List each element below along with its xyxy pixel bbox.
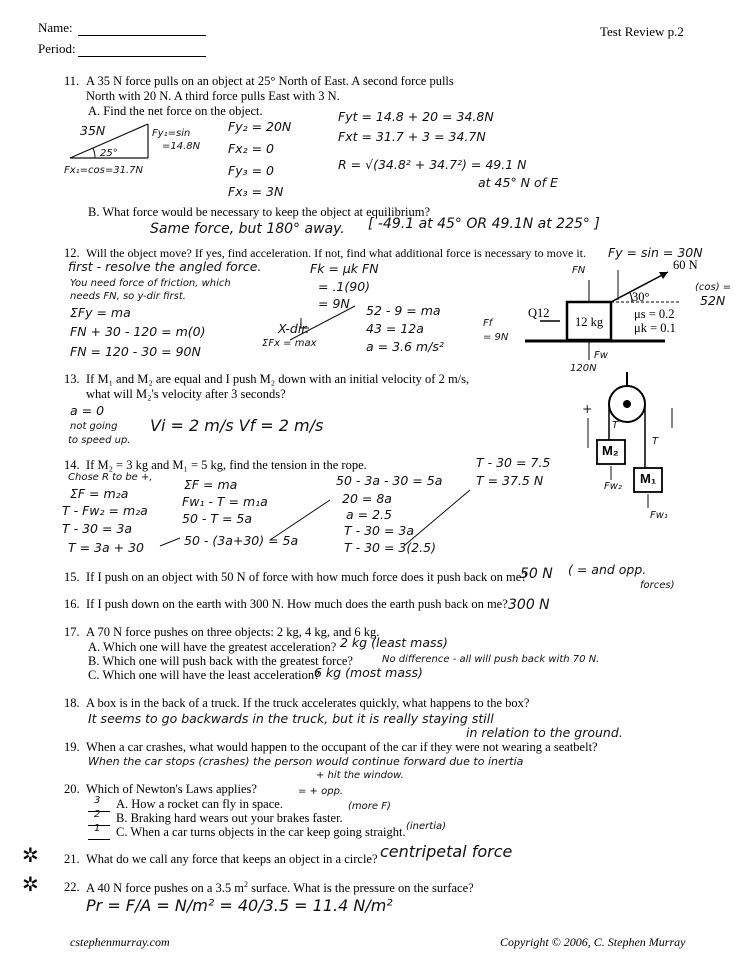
q20-hw-b-num: 2 (94, 809, 101, 820)
q12-hw-l4: ΣFy = ma (70, 305, 131, 320)
q20-b: B. Braking hard wears out your brakes faster. (116, 811, 343, 825)
q12-hw-fw-val: 120N (570, 363, 597, 374)
q22-text-sup: 2 (243, 880, 248, 889)
q13-plus-label: + (582, 401, 593, 416)
q16-number: 16. (64, 597, 80, 611)
q14-hw-f1: T - 30 = 7.5 (476, 455, 551, 470)
q12-hw-fw-lbl: Fw (594, 350, 608, 361)
q14-hw-d4: 50 - (3a+30) = 5a (184, 533, 299, 548)
q11-number: 11. (64, 74, 80, 88)
q12-hw-fcos2: 52N (700, 293, 726, 308)
q11-hw-fyt: Fyt = 14.8 + 20 = 34.8N (338, 109, 494, 124)
q14-hw-e3: a = 2.5 (346, 507, 392, 522)
q15-hw-ans: 50 N (520, 566, 553, 582)
q14-arrow-1 (160, 538, 180, 546)
q12-hw-a3: a = 3.6 m/s² (366, 339, 444, 354)
q20-hw-a-note: = + opp. (298, 786, 344, 797)
q19-text: When a car crashes, what would happen to the occupant of the car if they were not wearing a seatbelt? (86, 740, 598, 754)
q13-number: 13. (64, 372, 80, 386)
q13-m1-label: M₁ (640, 471, 657, 486)
q14-hw-e2: 20 = 8a (342, 491, 392, 506)
q17-number: 17. (64, 625, 80, 639)
q11-part-b: B. What force would be necessary to keep the object at equilibrium? (88, 205, 431, 219)
q20-hw-b-note: (more F) (348, 801, 391, 812)
q19-hw-l1: When the car stops (crashes) the person would continue forward due to inertia (88, 755, 524, 768)
q20-a: A. How a rocket can fly in space. (116, 797, 283, 811)
q12-hw-xdir: X-dir. (278, 321, 310, 336)
q12-hw-fk3: = 9N (318, 296, 350, 311)
q14-hw-e4: T - 30 = 3a (344, 523, 415, 538)
q14-hw-c1: Chose R to be +, (68, 472, 153, 483)
q11-hw-fy2: Fy₂ = 20N (228, 119, 292, 134)
q17-text: A 70 N force pushes on three objects: 2 kg, 4 kg, and 6 kg. (86, 625, 380, 639)
q13-line2: what will M₂'s velocity after 3 seconds? (86, 387, 286, 401)
q20-hw-a-num: 3 (94, 795, 101, 806)
q11-hw-fx2: Fx₂ = 0 (228, 141, 274, 156)
q14-arrow-3 (405, 490, 470, 545)
period-label: Period: (38, 41, 76, 56)
q11-part-a: A. Find the net force on the object. (88, 104, 263, 118)
q14-hw-f2: T = 37.5 N (476, 473, 544, 488)
q11-hw-r2: at 45° N of E (478, 175, 558, 190)
q11-hw-angle: 25° (100, 148, 118, 159)
q20-c: C. When a car turns objects in the car keep going straight. (116, 825, 406, 839)
q16-hw-ans: 300 N (508, 597, 550, 613)
q22-star-icon: ✲ (22, 872, 39, 896)
q20-hw-c-note: (inertia) (406, 821, 447, 832)
q12-mus-label: μs = 0.2 (634, 307, 675, 321)
q11-hw-fx3: Fx₃ = 3N (228, 184, 284, 199)
q12-hw-fcos: (cos) = (695, 282, 732, 293)
q22-text-post: surface. What is the pressure on the surface? (247, 881, 474, 896)
q18-hw-l2: in relation to the ground. (466, 725, 623, 740)
q11-hw-fx: Fx₁=cos=31.7N (64, 165, 144, 176)
q13-hw-n1: not going (70, 421, 118, 432)
q22-hw-ans: Pr = F/A = N/m² = 40/3.5 = 11.4 N/m² (86, 896, 393, 915)
q21-text: What do we call any force that keeps an object in a circle? (86, 852, 378, 866)
q12-hw-fk2: = .1(90) (318, 279, 371, 294)
q17-hw-a: 2 kg (least mass) (340, 635, 448, 650)
q12-hw-a1: 52 - 9 = ma (366, 303, 441, 318)
q12-hw-xdir2: ΣFx = max (262, 338, 317, 349)
q13-line1: If M₁ and M₂ are equal and I push M₂ down with an initial velocity of 2 m/s, (86, 372, 470, 386)
q21-star-icon: ✲ (22, 843, 39, 867)
q12-hw-ff-lbl: Ff (483, 318, 493, 329)
q13-m2-label: M₂ (602, 443, 619, 458)
footer-copyright: Copyright © 2006, C. Stephen Murray (500, 935, 686, 949)
q11-line1: A 35 N force pulls on an object at 25° North of East. A second force pulls (86, 74, 454, 88)
q16-text: If I push down on the earth with 300 N. How much does the earth push back on me? (86, 597, 508, 611)
q15-number: 15. (64, 570, 80, 584)
q12-muk-label: μk = 0.1 (634, 321, 676, 335)
q20-hw-c-num: 1 (94, 823, 101, 834)
q13-t-left: T (612, 420, 619, 431)
q14-hw-c5: T = 3a + 30 (68, 540, 144, 555)
q11-hw-b-ans2: [ -49.1 at 45° OR 49.1N at 225° ] (368, 216, 600, 232)
q11-line2: North with 20 N. A third force pulls East with 3 N. (86, 89, 340, 103)
q12-hw-l5: FN + 30 - 120 = m(0) (70, 324, 206, 339)
q12-angle-label: 30° (632, 290, 650, 304)
q22-text (86, 880, 474, 896)
q15-text: If I push on an object with 50 N of force with how much force does it push back on me? (86, 570, 527, 584)
q12-hw-a2: 43 = 12a (366, 321, 424, 336)
q11-hw-hyp: 35N (80, 123, 106, 138)
q18-number: 18. (64, 696, 80, 710)
q12-hw-l6: FN = 120 - 30 = 90N (70, 344, 201, 359)
q19-hw-l2: + hit the window. (316, 770, 404, 781)
q17-c: C. Which one will have the least acceleration? (88, 668, 320, 682)
q21-number: 21. (64, 852, 80, 866)
q12-force-label: 60 N (673, 258, 698, 272)
q14-number: 14. (64, 458, 80, 472)
q20-c-blank (88, 839, 110, 840)
q12-hw-fk1: Fk = μk FN (310, 261, 379, 276)
q12-text: Will the object move? If yes, find acceleration. If not, find what additional force is necessary to move it. (86, 246, 587, 260)
q14-hw-d3: 50 - T = 5a (182, 511, 253, 526)
q12-diagram-label: Q12 (528, 306, 550, 320)
q11-tri-arc (93, 148, 95, 158)
q12-mass-label: 12 kg (575, 315, 604, 329)
q17-a: A. Which one will have the greatest acceleration? (88, 640, 337, 654)
q11-hw-fy: Fy₁=sin (152, 128, 191, 139)
q14-text: If M₂ = 3 kg and M₁ = 5 kg, find the tension in the rope. (86, 458, 367, 472)
name-label: Name: (38, 20, 73, 35)
q11-hw-fxt: Fxt = 31.7 + 3 = 34.7N (338, 129, 486, 144)
q13-hw-n2: to speed up. (68, 435, 131, 446)
q20-text: Which of Newton's Laws applies? (86, 782, 257, 796)
q13-hw-vi: Vi = 2 m/s Vf = 2 m/s (150, 416, 324, 435)
q13-pulley-axle (623, 400, 631, 408)
q13-fw2-label: Fw₂ (604, 481, 622, 492)
q11-hw-fy-val: =14.8N (162, 141, 201, 152)
q14-hw-e5: T - 30 = 3(2.5) (344, 540, 437, 555)
q13-t-right: T (652, 436, 659, 447)
q14-hw-d1: ΣF = ma (184, 477, 238, 492)
q17-hw-c: 6 kg (most mass) (314, 665, 423, 680)
q17-b: B. Which one will push back with the greatest force? (88, 654, 353, 668)
q15-hw-note1: ( = and opp. (568, 562, 647, 577)
q19-number: 19. (64, 740, 80, 754)
q14-hw-d2: Fw₁ - T = m₁a (182, 494, 268, 509)
footer-site: cstephenmurray.com (70, 935, 170, 949)
q13-fw1-label: Fw₁ (650, 510, 668, 521)
q12-hw-ff-val: = 9N (483, 332, 509, 343)
q11-hw-fy3: Fy₃ = 0 (228, 163, 274, 178)
q12-hw-l3: needs FN, so y-dir first. (70, 291, 186, 302)
q22-text-pre: A 40 N force pushes on a 3.5 m (86, 881, 244, 896)
page-title: Test Review p.2 (600, 24, 684, 39)
q11-hw-r: R = √(34.8² + 34.7²) = 49.1 N (338, 157, 527, 172)
q11-hw-b-ans1: Same force, but 180° away. (150, 221, 345, 237)
q12-hw-l2: You need force of friction, which (70, 278, 231, 289)
q12-hw-l1: first - resolve the angled force. (68, 259, 262, 274)
q14-hw-c2: ΣF = m₂a (70, 486, 129, 501)
q15-hw-note2: forces) (640, 580, 675, 591)
q17-hw-b: No difference - all will push back with 70 N. (382, 654, 600, 665)
q12-hw-fy-top: Fy = sin = 30N (608, 245, 703, 260)
q14-hw-c4: T - 30 = 3a (62, 521, 133, 536)
q22-number: 22. (64, 880, 80, 894)
q12-hw-fn-lbl: FN (572, 265, 586, 276)
q21-hw-ans: centripetal force (380, 842, 513, 861)
q14-hw-c3: T - Fw₂ = m₂a (62, 503, 148, 518)
q20-number: 20. (64, 782, 80, 796)
q18-text: A box is in the back of a truck. If the truck accelerates quickly, what happens to the box? (86, 696, 530, 710)
q18-hw-l1: It seems to go backwards in the truck, but it is really staying still (88, 711, 494, 726)
q12-number: 12. (64, 246, 80, 260)
q14-hw-e1: 50 - 3a - 30 = 5a (336, 473, 443, 488)
q13-hw-a0: a = 0 (70, 403, 105, 418)
